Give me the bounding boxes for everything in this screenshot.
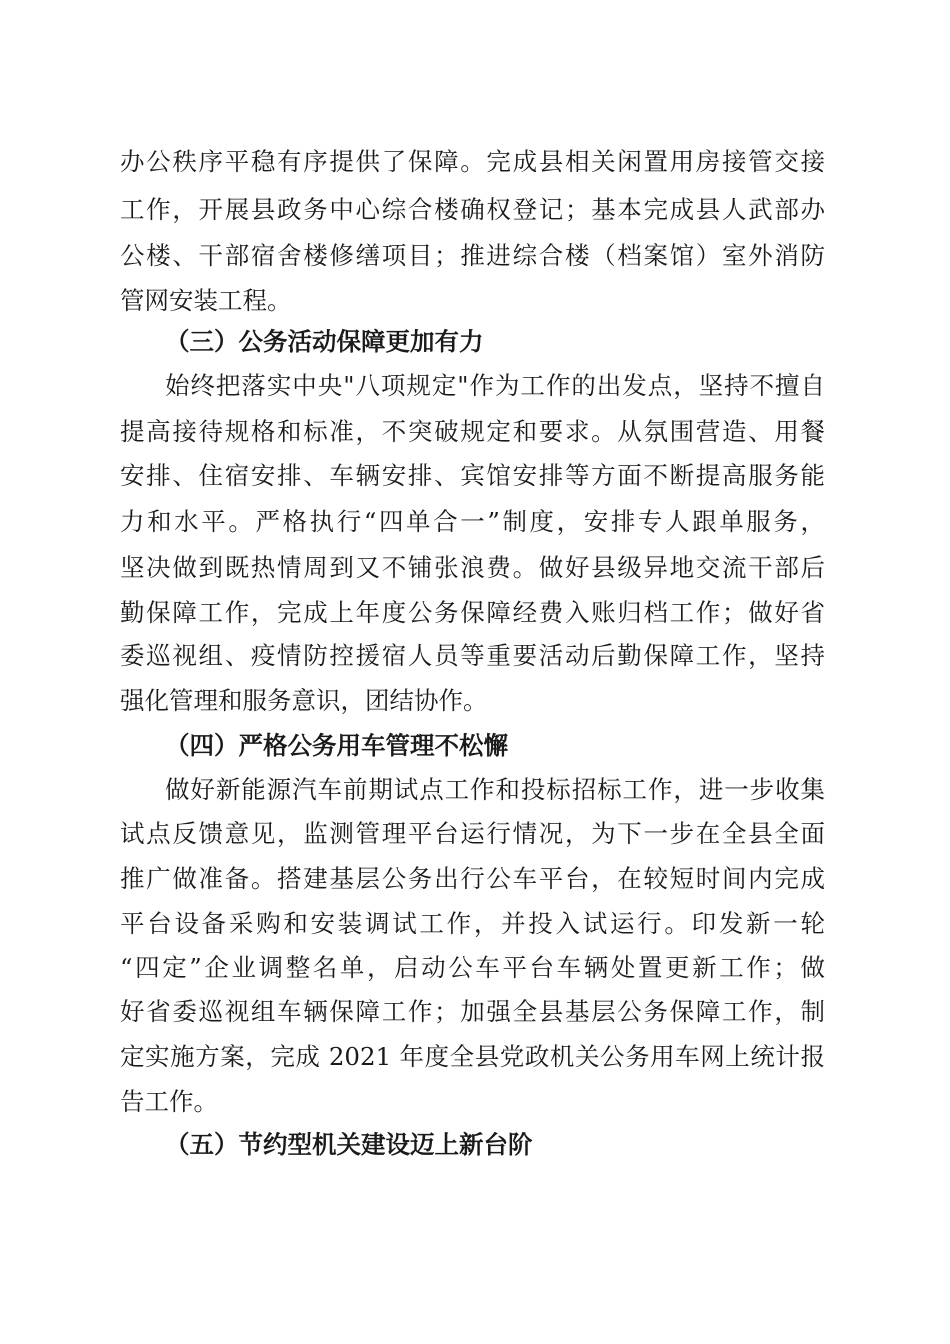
paragraph-line: 好省委巡视组车辆保障工作；加强全县基层公务保障工作，制 <box>120 997 825 1026</box>
paragraph-line: 工作，开展县政务中心综合楼确权登记；基本完成县人武部办 <box>120 195 825 224</box>
paragraph-line: 坚决做到既热情周到又不铺张浪费。做好县级异地交流干部后 <box>120 553 825 582</box>
section-heading-4: （四）严格公务用车管理不松懈 <box>165 731 508 760</box>
paragraph-line: 公楼、干部宿舍楼修缮项目；推进综合楼（档案馆）室外消防 <box>120 241 825 270</box>
paragraph-line: 管网安装工程。 <box>120 286 292 315</box>
paragraph-line: 强化管理和服务意识，团结协作。 <box>120 686 488 715</box>
section-heading-3: （三）公务活动保障更加有力 <box>165 327 484 356</box>
paragraph-line: 委巡视组、疫情防控援宿人员等重要活动后勤保障工作，坚持 <box>120 641 825 670</box>
paragraph-line: 勤保障工作，完成上年度公务保障经费入账归档工作；做好省 <box>120 598 825 627</box>
paragraph-line: 试点反馈意见，监测管理平台运行情况，为下一步在全县全面 <box>120 819 825 848</box>
paragraph-line: 提高接待规格和标准，不突破规定和要求。从氛围营造、用餐 <box>120 417 825 446</box>
paragraph-line: 做好新能源汽车前期试点工作和投标招标工作，进一步收集 <box>165 775 825 804</box>
paragraph-line: 推广做准备。搭建基层公务出行公车平台，在较短时间内完成 <box>120 864 825 893</box>
section-heading-5: （五）节约型机关建设迈上新台阶 <box>165 1130 533 1159</box>
paragraph-line: 定实施方案，完成 2021 年度全县党政机关公务用车网上统计报 <box>120 1042 825 1071</box>
paragraph-line: 力和水平。严格执行“四单合一”制度，安排专人跟单服务， <box>120 507 825 536</box>
paragraph-line: 告工作。 <box>120 1087 218 1116</box>
paragraph-line: “四定”企业调整名单，启动公车平台车辆处置更新工作；做 <box>120 953 825 982</box>
paragraph-line: 平台设备采购和安装调试工作，并投入试运行。印发新一轮 <box>120 909 825 938</box>
paragraph-line: 安排、住宿安排、车辆安排、宾馆安排等方面不断提高服务能 <box>120 461 825 490</box>
paragraph-line: 办公秩序平稳有序提供了保障。完成县相关闲置用房接管交接 <box>120 147 825 176</box>
paragraph-line: 始终把落实中央"八项规定"作为工作的出发点，坚持不擅自 <box>165 371 825 400</box>
